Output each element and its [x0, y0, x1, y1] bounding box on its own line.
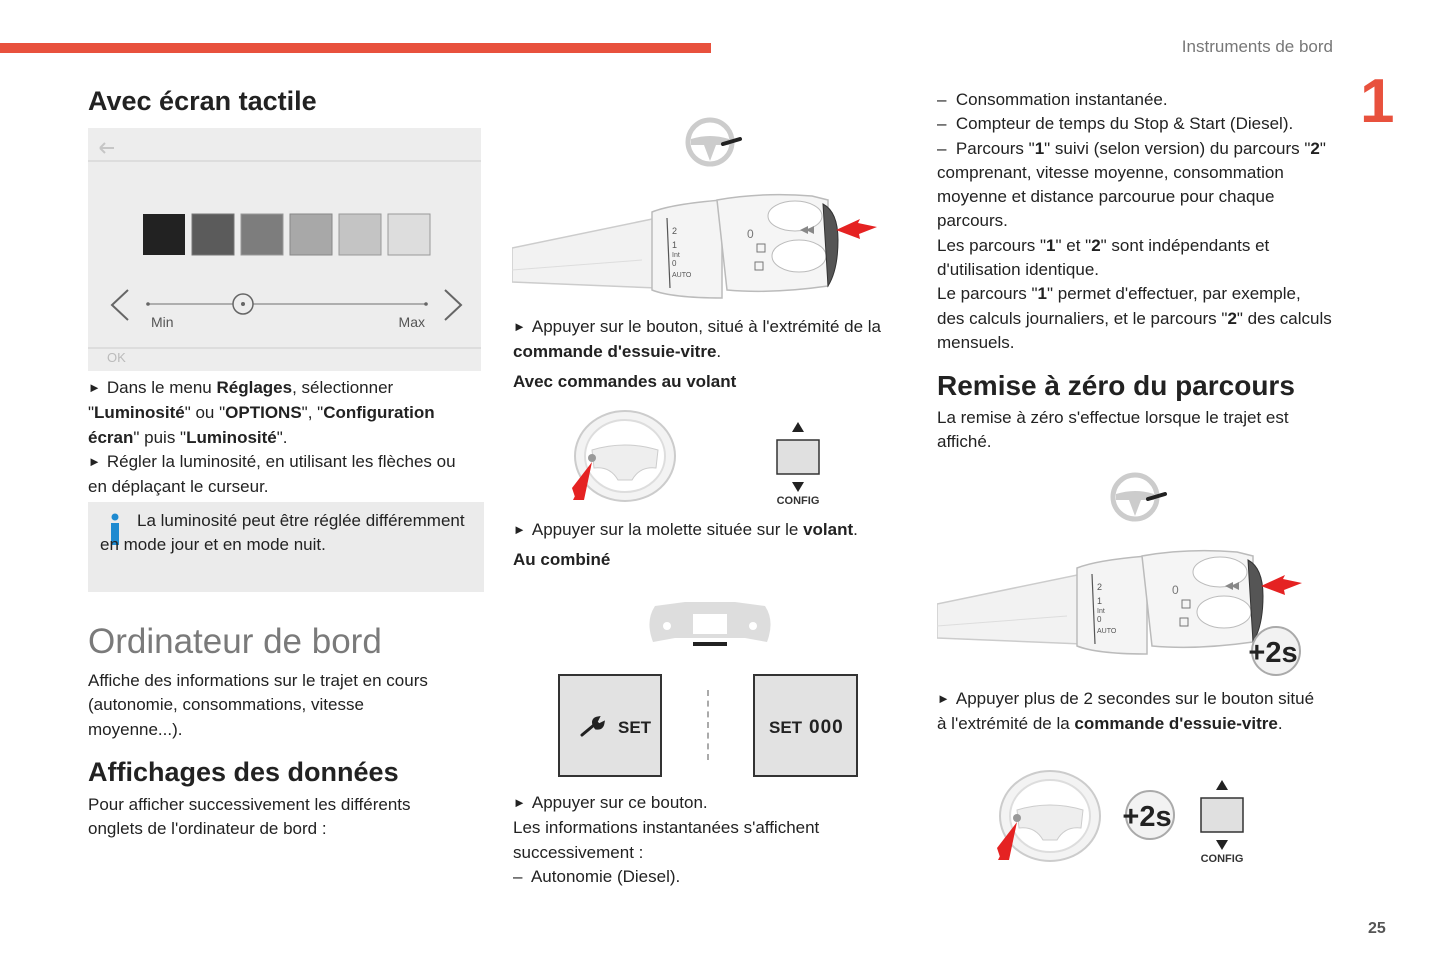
wrench-icon	[580, 716, 608, 738]
svg-text:1: 1	[1097, 596, 1103, 606]
brightness-screen-illustration	[88, 128, 481, 371]
instrument-cluster-icon	[645, 596, 775, 648]
red-arrow-icon	[1261, 575, 1302, 595]
steering-wheel-illustration-2	[995, 770, 1105, 865]
svg-text:0: 0	[747, 227, 754, 241]
steering-wheel-illustration	[570, 410, 680, 505]
set-button	[558, 674, 662, 777]
reset-step: ► Appuyer plus de 2 secondes sur le bouton situé à l'extrémité de la commande d'essuie-vitre.	[937, 689, 1315, 734]
ok-label: OK	[107, 350, 126, 365]
reset-text: La remise à zéro s'effectue lorsque le trajet est affiché.	[937, 408, 1289, 452]
data-display-text: Pour afficher successivement les différents onglets de l'ordinateur de bord :	[88, 795, 411, 839]
touch-screen-title: Avec écran tactile	[88, 86, 317, 116]
brightness-swatch-3	[241, 214, 283, 255]
info-text: La luminosité peut être réglée différemment en mode jour et en mode nuit.	[100, 511, 465, 555]
svg-text:0: 0	[672, 259, 677, 268]
set-display	[753, 674, 858, 777]
steering-wheel-icon-2	[1108, 472, 1168, 524]
brightness-swatch-1	[143, 214, 185, 255]
hold-2s-badge-2	[1110, 788, 1182, 844]
svg-text:0: 0	[1097, 615, 1102, 624]
config-button-2	[1197, 778, 1249, 866]
info-list: – Consommation instantanée. – Compteur de temps du Stop & Start (Diesel). – Parcours "1" suivi (selon version) du parcours "2" comprenant, vitesse moyenne, consommation moyenne et distance parcourue pour chaque parcours. Les parcours "1" et "2" sont indépendants et d'utilisation identique. Le parcours "1" permet d'effectuer, par exemple, des calculs journaliers, et le parcours "2" des calculs mensuels.	[937, 90, 1332, 352]
red-arrow-icon	[836, 219, 877, 239]
set-display-label: SET	[769, 718, 803, 737]
set-display-value: 000	[809, 717, 844, 738]
svg-text:CONFIG: CONFIG	[776, 495, 820, 507]
page-number: 25	[1368, 920, 1386, 937]
svg-text:0: 0	[1172, 583, 1179, 597]
onboard-computer-text: Affiche des informations sur le trajet en cours (autonomie, consommations, vitesse moyenne...).	[88, 671, 428, 739]
svg-text:+2s: +2s	[1122, 801, 1172, 833]
brightness-swatch-2	[192, 214, 234, 255]
reset-title: Remise à zéro du parcours	[937, 370, 1295, 401]
svg-text:2: 2	[672, 226, 678, 236]
onboard-computer-title: Ordinateur de bord	[88, 622, 382, 661]
svg-text:+2s: +2s	[1248, 637, 1298, 669]
hold-2s-badge	[1236, 624, 1308, 680]
instrument-panel-heading: Au combiné	[513, 550, 611, 569]
slider-min-label: Min	[151, 314, 174, 330]
brightness-steps: ► Dans le menu Réglages, sélectionner "Luminosité" ou "OPTIONS", "Configuration écran" puis "Luminosité". ► Régler la luminosité, en utilisant les flèches ou en déplaçant le curseur.	[88, 378, 456, 497]
wheel-step: ► Appuyer sur la molette située sur le volant.	[513, 520, 858, 539]
svg-text:2: 2	[1097, 582, 1103, 592]
steering-controls-heading: Avec commandes au volant	[513, 372, 737, 391]
config-button	[773, 420, 825, 508]
slider-max-label: Max	[398, 314, 425, 330]
wiper-stalk-illustration	[512, 190, 882, 308]
section-header: Instruments de bord	[1181, 37, 1333, 56]
brightness-swatch-5	[339, 214, 381, 255]
brightness-swatch-4	[290, 214, 332, 255]
svg-text:1: 1	[672, 240, 678, 250]
svg-text:Int: Int	[1097, 608, 1105, 615]
svg-text:Int: Int	[672, 252, 680, 259]
svg-text:AUTO: AUTO	[672, 272, 692, 279]
svg-text:CONFIG: CONFIG	[1200, 853, 1244, 865]
set-label: SET	[618, 718, 652, 737]
steering-wheel-icon	[683, 115, 743, 167]
svg-text:AUTO: AUTO	[1097, 628, 1117, 635]
wiper-step: ► Appuyer sur le bouton, situé à l'extrémité de la commande d'essuie-vitre.	[513, 317, 881, 362]
brightness-swatch-6	[388, 214, 430, 255]
header-accent-bar	[0, 43, 711, 53]
dashed-separator	[707, 690, 709, 760]
data-display-title: Affichages des données	[88, 757, 399, 787]
chapter-number: 1	[1360, 67, 1395, 136]
set-step: ► Appuyer sur ce bouton. Les informations instantanées s'affichent successivement : – Autonomie (Diesel).	[513, 793, 820, 886]
